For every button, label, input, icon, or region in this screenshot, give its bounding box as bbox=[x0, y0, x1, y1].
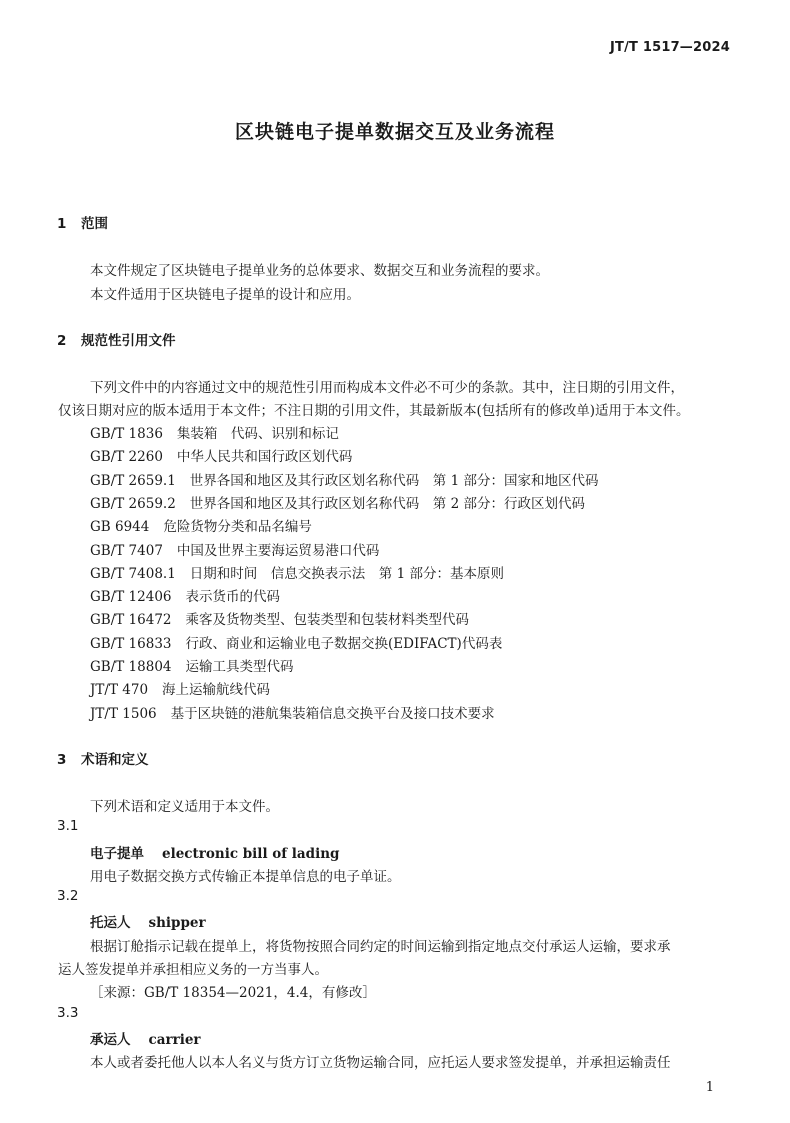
normative-intro-line: 仅该日期对应的版本适用于本文件；不注日期的引用文件，其最新版本(包括所有的修改单)适用于本文件。 bbox=[58, 403, 690, 419]
section-title: 范围 bbox=[81, 216, 108, 232]
section-number: 3 bbox=[57, 752, 67, 768]
reference-code: GB/T 2659.1 bbox=[90, 473, 176, 489]
term-heading bbox=[90, 911, 206, 931]
section-2-heading bbox=[57, 329, 176, 349]
reference-title: 表示货币的代码 bbox=[185, 589, 280, 605]
reference-item bbox=[90, 678, 270, 698]
standard-code: JT/T 1517—2024 bbox=[609, 40, 730, 55]
term-definition: 运人签发提单并承担相应义务的一方当事人。 bbox=[58, 962, 328, 978]
reference-title: 行政、商业和运输业电子数据交换(EDIFACT)代码表 bbox=[185, 636, 503, 652]
term-heading bbox=[90, 1028, 201, 1048]
page-number: 1 bbox=[705, 1080, 714, 1095]
scope-paragraph: 本文件适用于区块链电子提单的设计和应用。 bbox=[90, 287, 360, 303]
reference-code: GB/T 12406 bbox=[90, 589, 172, 605]
section-title: 术语和定义 bbox=[81, 752, 149, 768]
reference-code: JT/T 1506 bbox=[90, 706, 157, 722]
section-number: 2 bbox=[57, 333, 67, 349]
term-zh: 电子提单 bbox=[90, 846, 144, 862]
reference-item bbox=[90, 608, 469, 628]
reference-title: 集装箱 代码、识别和标记 bbox=[176, 426, 339, 442]
reference-title: 基于区块链的港航集装箱信息交换平台及接口技术要求 bbox=[170, 706, 495, 722]
reference-item bbox=[90, 539, 379, 559]
reference-code: GB 6944 bbox=[90, 519, 150, 535]
reference-code: GB/T 7407 bbox=[90, 543, 163, 559]
document-title: 区块链电子提单数据交互及业务流程 bbox=[234, 121, 555, 143]
section-title: 规范性引用文件 bbox=[81, 333, 176, 349]
reference-code: GB/T 18804 bbox=[90, 659, 172, 675]
reference-code: GB/T 7408.1 bbox=[90, 566, 176, 582]
term-number: 3.1 bbox=[57, 818, 79, 834]
reference-code: JT/T 470 bbox=[90, 682, 149, 698]
reference-title: 中国及世界主要海运贸易港口代码 bbox=[176, 543, 380, 559]
section-3-heading bbox=[57, 748, 149, 768]
reference-item bbox=[90, 515, 312, 535]
term-number: 3.3 bbox=[57, 1005, 79, 1021]
reference-item bbox=[90, 702, 495, 722]
reference-item bbox=[90, 445, 352, 465]
reference-item bbox=[90, 562, 504, 582]
reference-code: GB/T 2659.2 bbox=[90, 496, 176, 512]
term-en: shipper bbox=[148, 915, 206, 931]
reference-item bbox=[90, 492, 585, 512]
reference-item bbox=[90, 585, 280, 605]
reference-code: GB/T 2260 bbox=[90, 449, 163, 465]
term-definition: 根据订舱指示记载在提单上，将货物按照合同约定的时间运输到指定地点交付承运人运输，要求承 bbox=[90, 939, 671, 955]
term-number: 3.2 bbox=[57, 888, 79, 904]
reference-title: 海上运输航线代码 bbox=[162, 682, 271, 698]
reference-item bbox=[90, 655, 294, 675]
scope-paragraph: 本文件规定了区块链电子提单业务的总体要求、数据交互和业务流程的要求。 bbox=[90, 263, 549, 279]
reference-title: 危险货物分类和品名编号 bbox=[163, 519, 312, 535]
normative-intro-line: 下列文件中的内容通过文中的规范性引用而构成本文件必不可少的条款。其中，注日期的引用文件， bbox=[90, 380, 684, 396]
reference-title: 日期和时间 信息交换表示法 第 1 部分：基本原则 bbox=[189, 566, 504, 582]
terms-intro: 下列术语和定义适用于本文件。 bbox=[90, 799, 279, 815]
reference-item bbox=[90, 422, 339, 442]
reference-item bbox=[90, 632, 502, 652]
reference-code: GB/T 16472 bbox=[90, 612, 172, 628]
reference-title: 世界各国和地区及其行政区划名称代码 第 2 部分：行政区划代码 bbox=[189, 496, 585, 512]
section-1-heading bbox=[57, 212, 108, 232]
term-source: ［来源：GB/T 18354—2021，4.4，有修改］ bbox=[90, 985, 376, 1001]
reference-title: 运输工具类型代码 bbox=[185, 659, 294, 675]
section-number: 1 bbox=[57, 216, 67, 232]
term-definition: 用电子数据交换方式传输正本提单信息的电子单证。 bbox=[90, 869, 401, 885]
term-zh: 承运人 bbox=[90, 1032, 131, 1048]
term-zh: 托运人 bbox=[90, 915, 131, 931]
term-en: carrier bbox=[148, 1032, 201, 1048]
reference-title: 世界各国和地区及其行政区划名称代码 第 1 部分：国家和地区代码 bbox=[189, 473, 599, 489]
term-definition: 本人或者委托他人以本人名义与货方订立货物运输合同，应托运人要求签发提单，并承担运输责任 bbox=[90, 1055, 671, 1071]
reference-code: GB/T 16833 bbox=[90, 636, 172, 652]
reference-item bbox=[90, 469, 598, 489]
reference-code: GB/T 1836 bbox=[90, 426, 163, 442]
term-en: electronic bill of lading bbox=[162, 846, 340, 862]
reference-title: 中华人民共和国行政区划代码 bbox=[176, 449, 353, 465]
reference-title: 乘客及货物类型、包装类型和包装材料类型代码 bbox=[185, 612, 469, 628]
term-heading bbox=[90, 842, 339, 862]
